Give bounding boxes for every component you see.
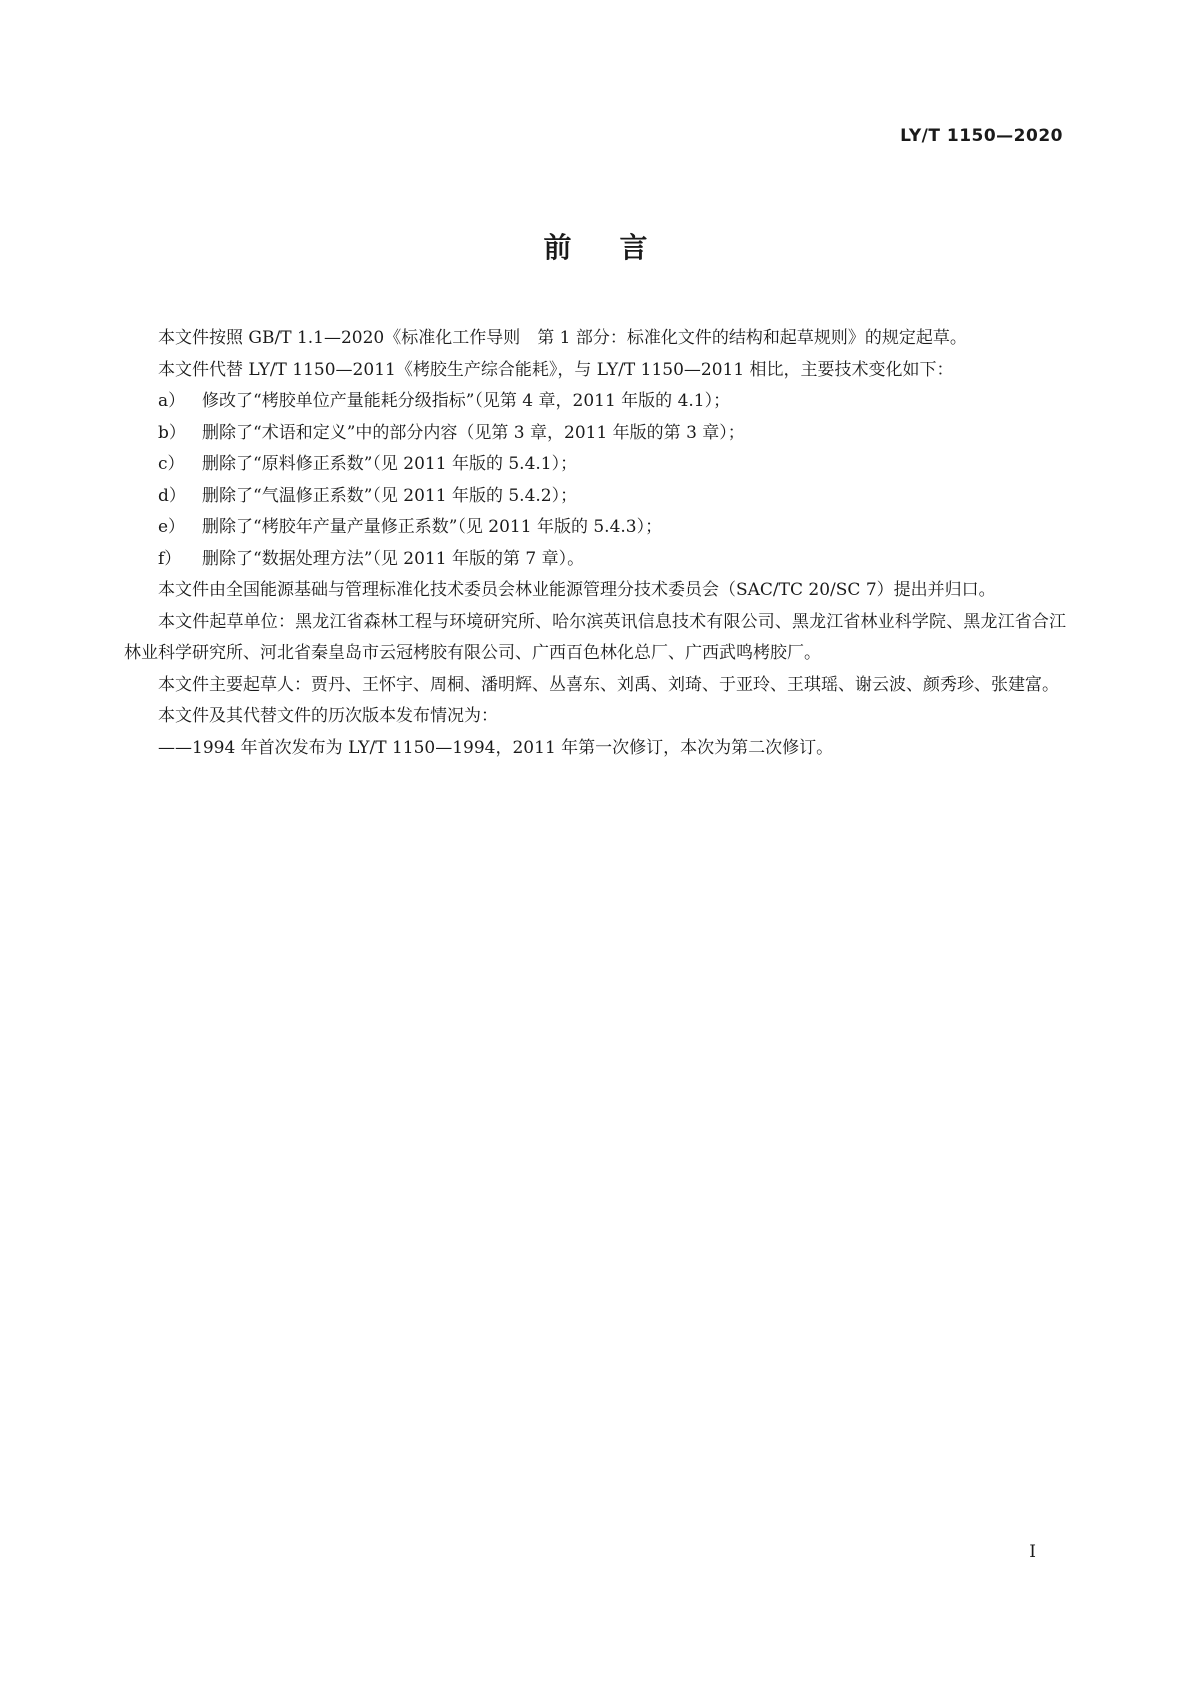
foreword-body — [124, 323, 1066, 764]
list-item-text: 修改了“栲胶单位产量能耗分级指标”（见第 4 章，2011 年版的 4.1）； — [202, 391, 731, 411]
paragraph-drafting-rules: 本文件按照 GB/T 1.1—2020《标准化工作导则 第 1 部分：标准化文件的结构和起草规则》的规定起草。 — [158, 328, 967, 348]
paragraph-history: ——1994 年首次发布为 LY/T 1150—1994，2011 年第一次修订，本次为第二次修订。 — [158, 737, 834, 758]
paragraph-history-intro: 本文件及其代替文件的历次版本发布情况为： — [158, 706, 498, 726]
paragraph-replacement: 本文件代替 LY/T 1150—2011《栲胶生产综合能耗》，与 LY/T 1150—2011 相比，主要技术变化如下： — [158, 359, 954, 380]
paragraph-drafters: 本文件主要起草人：贾丹、王怀宇、周桐、潘明辉、丛喜东、刘禹、刘琦、于亚玲、王琪瑶、谢云波、颜秀珍、张建富。 — [158, 674, 1059, 695]
list-item — [124, 418, 1066, 450]
list-marker: b） — [158, 422, 186, 443]
list-item-text: 删除了“气温修正系数”（见 2011 年版的 5.4.2）； — [202, 485, 578, 506]
paragraph-proposed-by: 本文件由全国能源基础与管理标准化技术委员会林业能源管理分技术委员会（SAC/TC 20/SC 7）提出并归口。 — [158, 580, 996, 600]
list-marker: f） — [158, 548, 182, 569]
standard-code: LY/T 1150—2020 — [900, 126, 1063, 146]
paragraph-drafting-units: 本文件起草单位：黑龙江省森林工程与环境研究所、哈尔滨英讯信息技术有限公司、黑龙江省林业科学院、黑龙江省合江林业科学研究所、河北省秦皇岛市云冠栲胶有限公司、广西百色林化总厂、广西武鸣栲胶厂。 — [124, 611, 1066, 663]
list-marker: a） — [158, 391, 186, 411]
list-item-text: 删除了“术语和定义”中的部分内容（见第 3 章，2011 年版的第 3 章）； — [202, 422, 745, 443]
list-item-text: 删除了“原料修正系数”（见 2011 年版的 5.4.1）； — [202, 454, 578, 474]
list-item — [124, 449, 1066, 481]
list-item — [124, 481, 1066, 513]
list-item — [124, 386, 1066, 418]
list-item-text: 删除了“数据处理方法”（见 2011 年版的第 7 章）。 — [202, 548, 585, 569]
page-number: I — [1029, 1542, 1036, 1562]
list-marker: e） — [158, 517, 186, 537]
list-marker: d） — [158, 485, 186, 506]
list-marker: c） — [158, 454, 185, 474]
list-item — [124, 512, 1066, 544]
page-title: 前言 — [543, 231, 696, 264]
list-item — [124, 544, 1066, 576]
list-item-text: 删除了“栲胶年产量产量修正系数”（见 2011 年版的 5.4.3）； — [202, 517, 663, 537]
